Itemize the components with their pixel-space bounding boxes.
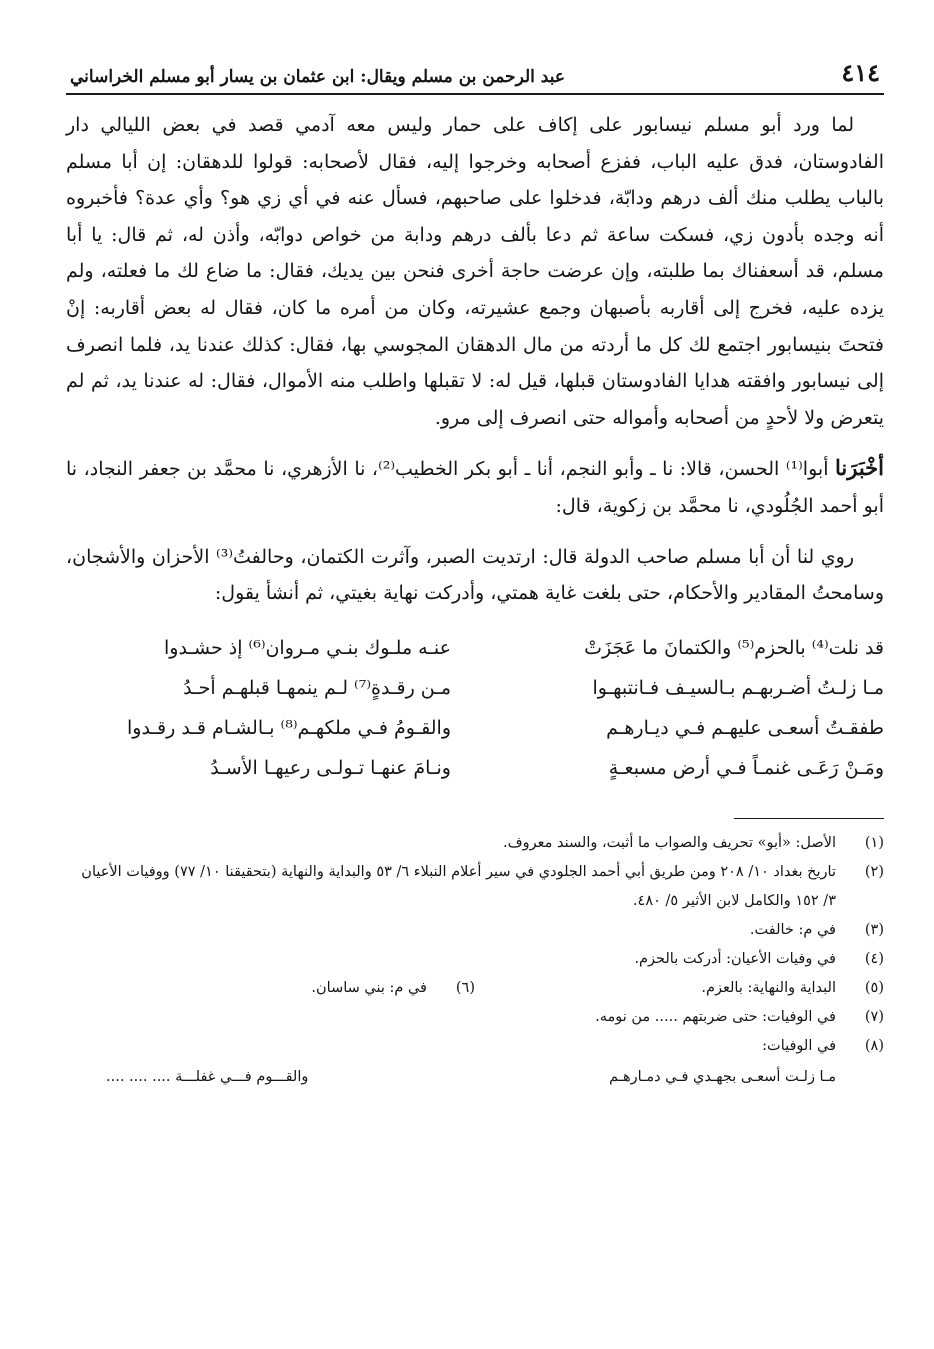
footnote-number: (٦) bbox=[455, 979, 475, 996]
footnote-number: (٢) bbox=[864, 863, 884, 880]
footnote-text: في وفيات الأعيان: أدركت بالحزم. bbox=[634, 950, 836, 967]
footnote-verse bbox=[66, 1061, 884, 1092]
footnote-pair bbox=[66, 974, 884, 1003]
poem-hemistich: ونـامَ عنهـا تـولـى رعيهـا الأسـدُ bbox=[210, 756, 451, 779]
poem-hemistich: مـا زلـتُ أضـربهـم بـالسيـف فـانتبهـوا bbox=[592, 676, 884, 699]
poem bbox=[66, 628, 884, 788]
poem-hemistich: عنـه ملـوك بنـي مـروان⁽⁶⁾ إذ حشـدوا bbox=[164, 636, 451, 659]
paragraph-narrative: لما ورد أبو مسلم نيسابور على إكاف على حمار وليس معه آدمي قصد في بعض الليالي دار الفادوستان، فدق عليه الباب، ففزع أصحابه وخرجوا إليه، فقال لأصحابه: قولوا للدهقان: إن أبا مسلم بالباب يطلب منك ألف درهم ودابّة، فدخلوا على صاحبهم، فسأل عنه في أي زي هو؟ وأي عدة؟ فأخبروه أنه وجده بأدون زي، فسكت ساعة ثم دعا بألف درهم ودابة من خواص دوابّه، وأذن له، ثم قال: يا أبا مسلم، قد أسعفناك بما طلبته، وإن عرضت حاجة أخرى فنحن بين يديك، فقال: ما ضاع لك ما فعلته، ولم يزده عليه، فخرج إلى أقاربه بأصبهان وجمع عشيرته، وكان من أمره ما كان، فقال له بعض أقاربه: إنْ فتحتَ بنيسابور اجتمع لك كل ما أردته من مال الدهقان المجوسي بها، فقال: كذلك عندنا يد، فلما انصرف إلى نيسابور وافقته هدايا الفادوستان قبلها، قيل له: لا تقبلها واطلب منه الأموال، فقال: له عندنا يد، ثم لم يتعرض ولا لأحدٍ من أصحابه وأمواله حتى انصرف إلى مرو. bbox=[66, 114, 884, 429]
footnote bbox=[66, 916, 884, 945]
poem-hemistich: طفقـتُ أسعـى عليهـم فـي ديـارهـم bbox=[606, 716, 884, 739]
poem-hemistich: مـن رقـدةٍ⁽⁷⁾ لـم ينمهـا قبلهـم أحـدُ bbox=[183, 676, 451, 699]
footnote-number: (٥) bbox=[864, 979, 884, 996]
footnote-text: في الوفيات: bbox=[762, 1037, 836, 1054]
page-number: ٤١٤ bbox=[841, 58, 880, 87]
footnote-number: (٤) bbox=[864, 950, 884, 967]
footnote-text: تاريخ بغداد ١٠/ ٢٠٨ ومن طريق أبي أحمد الجلودي في سير أعلام النبلاء ٦/ ٥٣ والبداية والنهاية (بتحقيقنا ١٠/ ٧٧) ووفيات الأعيان ٣/ ١٥٢ والكامل لابن الأثير ٥/ ٤٨٠. bbox=[81, 863, 836, 909]
running-title: عبد الرحمن بن مسلم ويقال: ابن عثمان بن يسار أبو مسلم الخراساني bbox=[70, 67, 565, 87]
poem-hemistich: والقـومُ فـي ملكهـم⁽⁸⁾ بـالشـام قـد رقـدوا bbox=[127, 716, 451, 739]
footnote-divider bbox=[734, 818, 884, 819]
isnad-chain: أبوا⁽¹⁾ الحسن، قالا: نا ـ وأبو النجم، أنا ـ أبو بكر الخطيب⁽²⁾، نا الأزهري، نا محمَّد بن جعفر النجاد، نا أبو أحمد الجُلُودي، نا محمَّد بن زكوية، قال: bbox=[66, 458, 884, 517]
footnote-number: (٣) bbox=[864, 921, 884, 938]
book-page bbox=[66, 58, 884, 1092]
footnote bbox=[66, 1032, 884, 1061]
poem-hemistich: ومَـنْ رَعَـى غنمـاً فـي أرض مسبعـةٍ bbox=[608, 756, 884, 779]
footnotes bbox=[66, 829, 884, 1092]
footnote-verse-hemistich: مـا زلـت أسعـى بجهـدي فـي دمـارهـم bbox=[609, 1068, 836, 1085]
footnote-number: (١) bbox=[864, 834, 884, 851]
footnote-number: (٧) bbox=[864, 1008, 884, 1025]
footnote bbox=[66, 829, 884, 858]
paragraph-quote: روي لنا أن أبا مسلم صاحب الدولة قال: ارتديت الصبر، وآثرت الكتمان، وحالفتُ⁽³⁾ الأحزان والأشجان، وسامحتُ المقادير والأحكام، حتى بلغت غاية همتي، وأدركت نهاية بغيتي، ثم أنشأ يقول: bbox=[66, 545, 884, 605]
poem-hemistich: قد نلت⁽⁴⁾ بالحزم⁽⁵⁾ والكتمانَ ما عَجَزَتْ bbox=[584, 636, 884, 659]
footnote-number: (٨) bbox=[864, 1037, 884, 1054]
footnote bbox=[66, 858, 884, 916]
footnote-text: الأصل: «أبو» تحريف والصواب ما أثبت، والسند معروف. bbox=[503, 834, 836, 851]
footnote-text: في الوفيات: حتى ضربتهم ..... من نومه. bbox=[595, 1008, 836, 1025]
footnote bbox=[66, 945, 884, 974]
main-text bbox=[66, 107, 884, 788]
footnote-text: في م: خالفت. bbox=[749, 921, 836, 938]
footnote-text: في م: بني ساسان. bbox=[311, 979, 427, 996]
page-header bbox=[66, 58, 884, 95]
footnote-verse-hemistich: والقـــوم فـــي غفلـــة .... .... .... bbox=[106, 1068, 309, 1085]
isnad-lead-word: أخْبَرَنا bbox=[835, 455, 884, 481]
footnote bbox=[66, 1003, 884, 1032]
paragraph-isnad bbox=[66, 450, 884, 524]
footnote-text: البداية والنهاية: بالعزم. bbox=[701, 979, 836, 996]
